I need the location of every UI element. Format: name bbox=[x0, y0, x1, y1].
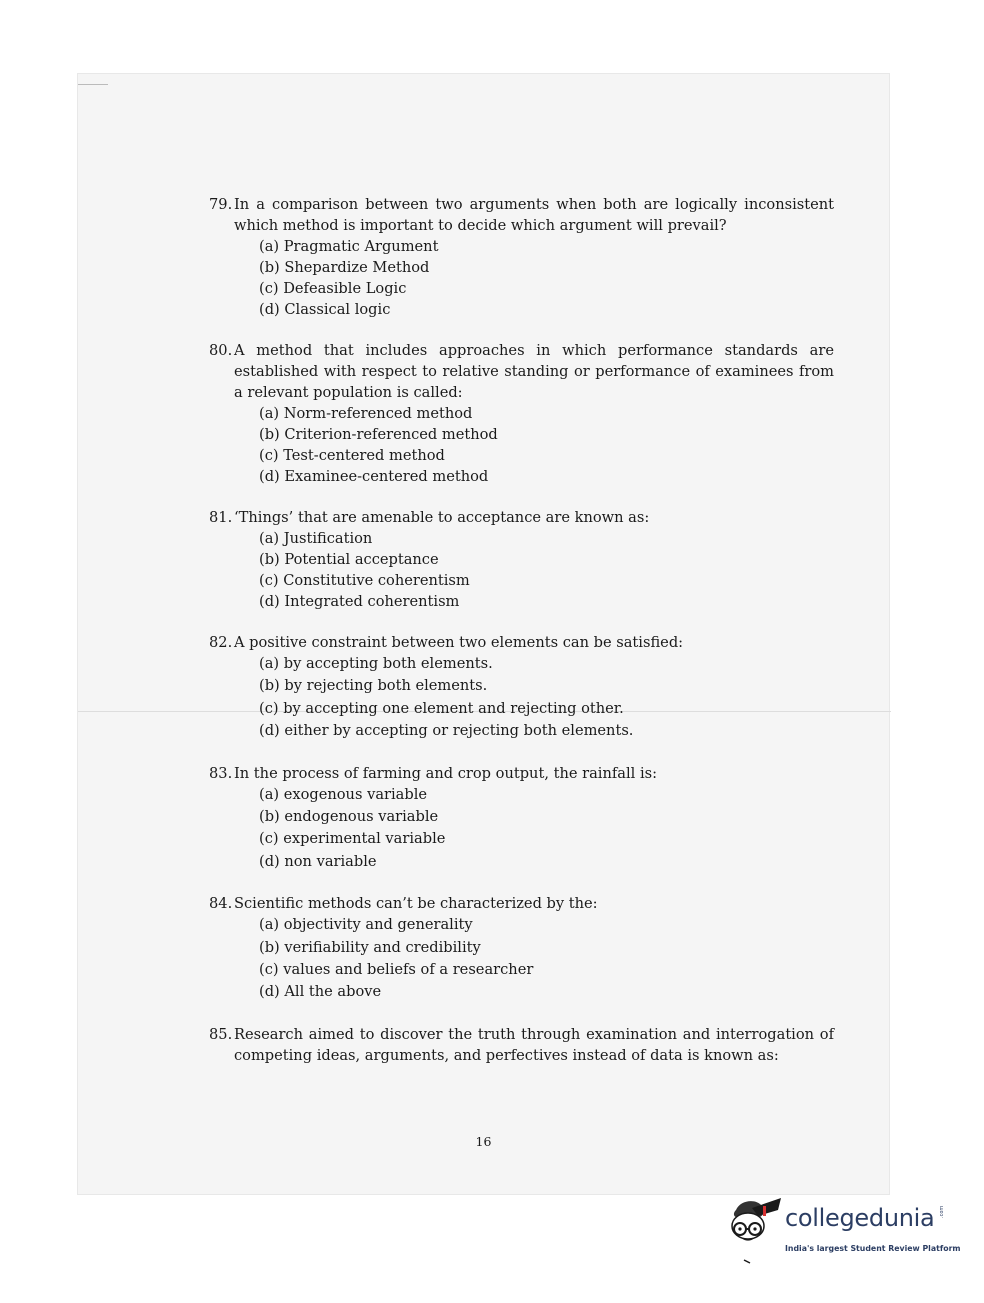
option-b: (b) Shepardize Method bbox=[259, 259, 430, 276]
logo-wordmark: collegedunia bbox=[785, 1204, 935, 1232]
option-d: (d) either by accepting or rejecting both elements. bbox=[259, 722, 634, 740]
option-a: (a) Norm-referenced method bbox=[259, 405, 473, 422]
option-c: (c) values and beliefs of a researcher bbox=[259, 961, 534, 979]
question-85 bbox=[209, 1024, 834, 1066]
option-a: (a) by accepting both elements. bbox=[259, 655, 493, 672]
option-b: (b) Potential acceptance bbox=[259, 551, 439, 568]
option-b: (b) verifiability and credibility bbox=[259, 938, 481, 956]
option-list bbox=[259, 403, 834, 487]
option-a: (a) exogenous variable bbox=[259, 785, 428, 803]
option-list bbox=[259, 528, 834, 612]
option-c: (c) Defeasible Logic bbox=[259, 280, 407, 297]
collegedunia-logo[interactable] bbox=[726, 1196, 961, 1266]
option-a: (a) Pragmatic Argument bbox=[259, 238, 439, 255]
question-84 bbox=[209, 893, 834, 1004]
option-d: (d) All the above bbox=[259, 983, 382, 1001]
option-list bbox=[259, 784, 834, 874]
option-a: (a) objectivity and generality bbox=[259, 916, 473, 934]
option-list bbox=[259, 653, 834, 743]
option-b: (b) by rejecting both elements. bbox=[259, 677, 488, 695]
question-text: ‘Things’ that are amenable to acceptance are known as: bbox=[234, 509, 650, 526]
option-c: (c) by accepting one element and rejecting other. bbox=[259, 699, 624, 717]
question-text: Scientific methods can’t be characterized by the: bbox=[234, 895, 598, 913]
option-c: (c) Constitutive coherentism bbox=[259, 572, 470, 589]
student-mascot-icon bbox=[726, 1196, 784, 1266]
question-83 bbox=[209, 763, 834, 874]
question-number: 82. bbox=[209, 634, 233, 651]
option-list bbox=[259, 914, 834, 1004]
question-number: 83. bbox=[209, 764, 233, 782]
document-page bbox=[77, 73, 890, 1195]
option-c: (c) Test-centered method bbox=[259, 447, 445, 464]
question-text: In the process of farming and crop output, the rainfall is: bbox=[234, 764, 658, 782]
option-d: (d) non variable bbox=[259, 852, 377, 870]
question-number: 80. bbox=[209, 342, 233, 359]
option-c: (c) experimental variable bbox=[259, 830, 446, 848]
option-b: (b) endogenous variable bbox=[259, 808, 439, 826]
logo-domain-suffix: .com bbox=[939, 1205, 945, 1218]
question-number: 79. bbox=[209, 196, 233, 213]
page-number: 16 bbox=[475, 1134, 492, 1149]
option-list bbox=[259, 236, 834, 320]
question-text: Research aimed to discover the truth through examination and interrogation of competing ideas, arguments, and perfectives instead of data is known as: bbox=[234, 1025, 834, 1064]
option-d: (d) Examinee-centered method bbox=[259, 468, 489, 485]
option-d: (d) Integrated coherentism bbox=[259, 593, 460, 610]
question-text: A positive constraint between two elements can be satisfied: bbox=[234, 634, 684, 651]
question-number: 84. bbox=[209, 895, 233, 913]
logo-tagline: India's largest Student Review Platform bbox=[785, 1244, 961, 1253]
question-82 bbox=[209, 632, 834, 743]
question-number: 85. bbox=[209, 1025, 233, 1043]
option-d: (d) Classical logic bbox=[259, 301, 391, 318]
option-b: (b) Criterion-referenced method bbox=[259, 426, 498, 443]
question-79 bbox=[209, 194, 834, 320]
scan-mark bbox=[78, 84, 108, 85]
question-text: A method that includes approaches in which performance standards are established with respect to relative standing or performance of examinees from a relevant population is called: bbox=[234, 342, 834, 401]
question-81 bbox=[209, 507, 834, 612]
question-number: 81. bbox=[209, 509, 233, 526]
question-text: In a comparison between two arguments when both are logically inconsistent which method is important to decide which argument will prevail? bbox=[234, 196, 834, 234]
question-list bbox=[209, 194, 834, 1086]
question-80 bbox=[209, 340, 834, 487]
option-a: (a) Justification bbox=[259, 530, 373, 547]
